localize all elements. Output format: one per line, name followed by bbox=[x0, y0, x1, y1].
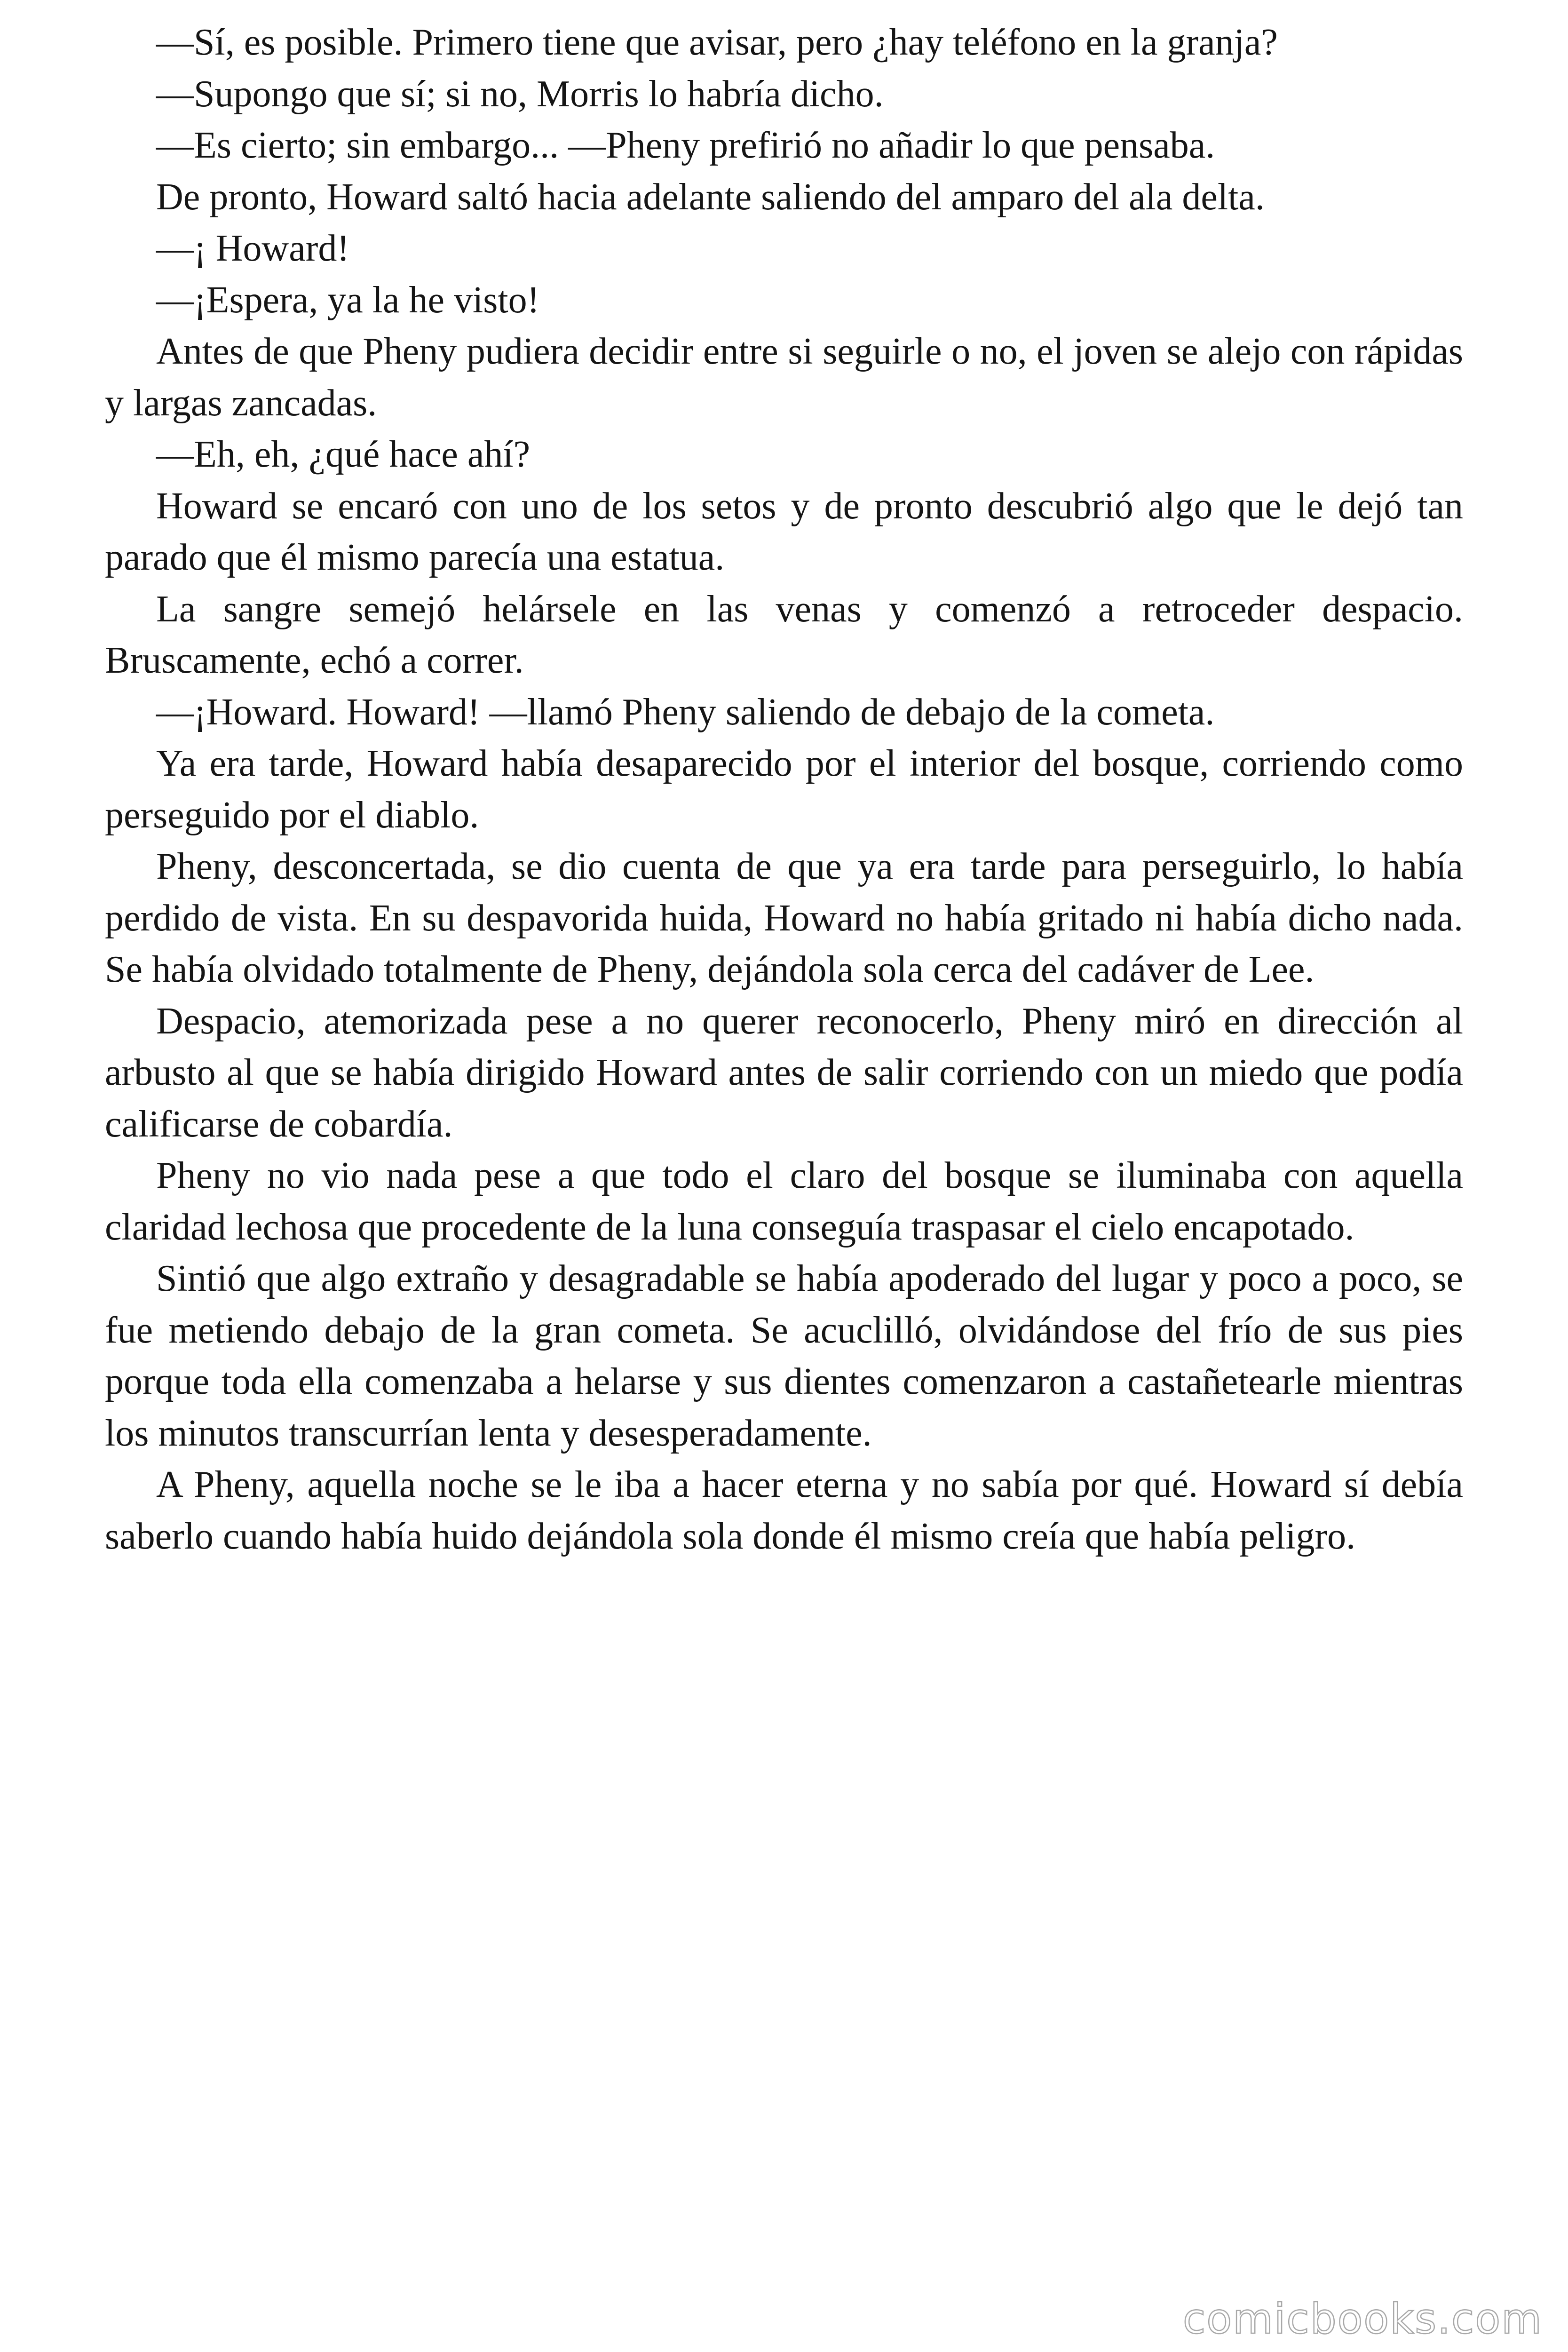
paragraph: De pronto, Howard saltó hacia adelante saliendo del amparo del ala delta. bbox=[156, 176, 1265, 218]
paragraph: —Es cierto; sin embargo... —Pheny prefirió no añadir lo que pensaba. bbox=[156, 125, 1215, 166]
paragraph: A Pheny, aquella noche se le iba a hacer eterna y no sabía por qué. Howard sí debía saberlo cuando había huido dejándola sola donde él mismo creía que había peligro. bbox=[105, 1464, 1463, 1557]
paragraph: Ya era tarde, Howard había desaparecido por el interior del bosque, corriendo como perseguido por el diablo. bbox=[105, 743, 1463, 836]
paragraph: La sangre semejó helársele en las venas y comenzó a retroceder despacio. Bruscamente, echó a correr. bbox=[105, 588, 1463, 681]
paragraph: —Eh, eh, ¿qué hace ahí? bbox=[156, 434, 531, 475]
body-text bbox=[105, 17, 1463, 1562]
paragraph: Despacio, atemorizada pese a no querer reconocerlo, Pheny miró en dirección al arbusto al que se había dirigido Howard antes de salir corriendo con un miedo que podía calificarse de cobardía. bbox=[105, 1000, 1463, 1145]
paragraph: Sintió que algo extraño y desagradable se había apoderado del lugar y poco a poco, se fue metiendo debajo de la gran cometa. Se acuclilló, olvidándose del frío de sus pies porque toda ella comenzaba a helarse y sus dientes comenzaron a castañetearle mientras los minutos transcurrían lenta y desesperadamente. bbox=[105, 1258, 1463, 1454]
paragraph: —¡Espera, ya la he visto! bbox=[156, 279, 540, 321]
paragraph: Antes de que Pheny pudiera decidir entre si seguirle o no, el joven se alejo con rápidas y largas zancadas. bbox=[105, 331, 1463, 424]
paragraph: Pheny no vio nada pese a que todo el claro del bosque se iluminaba con aquella claridad lechosa que procedente de la luna conseguía traspasar el cielo encapotado. bbox=[105, 1155, 1463, 1248]
paragraph: —Sí, es posible. Primero tiene que avisar, pero ¿hay teléfono en la granja? bbox=[156, 22, 1278, 63]
site-watermark: comicbooks.com bbox=[1182, 2295, 1543, 2343]
paragraph: —¡ Howard! bbox=[156, 228, 349, 269]
paragraph: Howard se encaró con uno de los setos y de pronto descubrió algo que le dejó tan parado que él mismo parecía una estatua. bbox=[105, 485, 1463, 578]
paragraph: —¡Howard. Howard! —llamó Pheny saliendo de debajo de la cometa. bbox=[156, 691, 1215, 733]
paragraph: Pheny, desconcertada, se dio cuenta de que ya era tarde para perseguirlo, lo había perdido de vista. En su despavorida huida, Howard no había gritado ni había dicho nada. Se había olvidado totalmente de Pheny, dejándola sola cerca del cadáver de Lee. bbox=[105, 846, 1463, 990]
paragraph: —Supongo que sí; si no, Morris lo habría dicho. bbox=[156, 73, 884, 115]
